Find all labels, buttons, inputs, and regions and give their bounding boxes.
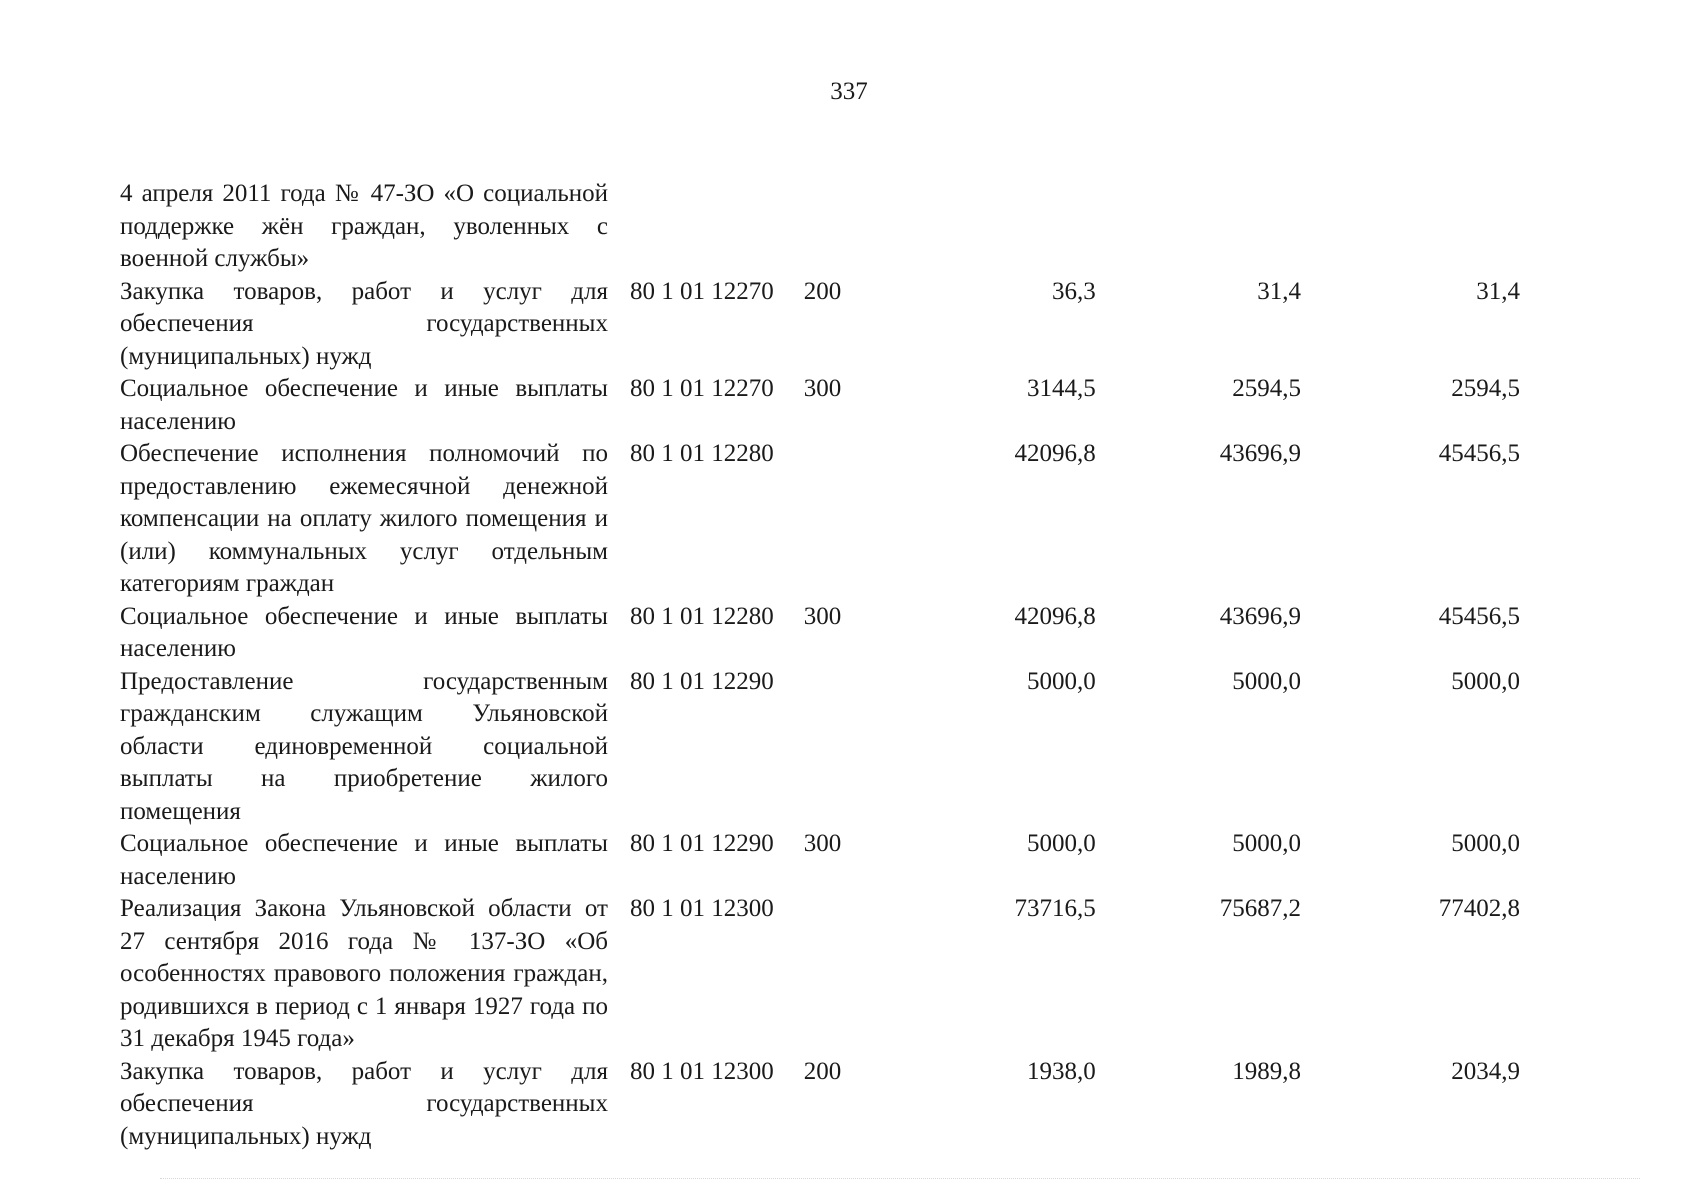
row-description: Социальное обеспечение и иные выплаты населению bbox=[120, 830, 608, 890]
row-value-3: 2034,9 bbox=[1451, 1057, 1520, 1085]
row-value-2: 43696,9 bbox=[1219, 602, 1301, 630]
row-code: 80 1 01 12280 bbox=[629, 440, 774, 467]
table-row bbox=[120, 666, 1520, 829]
table-row bbox=[120, 438, 1520, 601]
row-description: Социальное обеспечение и иные выплаты населению bbox=[120, 375, 608, 435]
row-value-3: 5000,0 bbox=[1451, 667, 1520, 695]
row-value-2: 2594,5 bbox=[1232, 375, 1301, 402]
row-type: 300 bbox=[803, 375, 842, 402]
table-row bbox=[120, 178, 1520, 276]
row-description: Реализация Закона Ульяновской области от 27 сентября 2016 года № 137-ЗО «Об особенностях правового положения граждан, родившихся в период с 1 января 1927 года по 31 декабря 1945 года» bbox=[120, 895, 608, 1052]
row-value-1: 42096,8 bbox=[1014, 440, 1096, 467]
table-row bbox=[120, 276, 1520, 374]
row-code: 80 1 01 12270 bbox=[629, 375, 774, 402]
row-value-2: 1989,8 bbox=[1232, 1057, 1301, 1085]
row-value-1: 42096,8 bbox=[1014, 602, 1096, 630]
row-value-1: 36,3 bbox=[1052, 277, 1096, 305]
row-type: 200 bbox=[803, 1057, 842, 1085]
row-code: 80 1 01 12300 bbox=[629, 895, 774, 922]
row-value-3: 5000,0 bbox=[1451, 830, 1520, 857]
row-value-2: 75687,2 bbox=[1219, 895, 1301, 922]
row-value-1: 5000,0 bbox=[1027, 830, 1096, 857]
row-description: Социальное обеспечение и иные выплаты населению bbox=[120, 602, 608, 662]
row-description: Предоставление государственным гражданским служащим Ульяновской области единовременной социальной выплаты на приобретение жилого помещения bbox=[120, 667, 608, 825]
row-value-2: 43696,9 bbox=[1219, 440, 1301, 467]
row-value-1: 5000,0 bbox=[1027, 667, 1096, 695]
row-value-1: 1938,0 bbox=[1027, 1057, 1096, 1085]
row-description: 4 апреля 2011 года № 47-ЗО «О социальной поддержке жён граждан, уволенных с военной службы» bbox=[120, 180, 608, 272]
row-value-3: 45456,5 bbox=[1438, 440, 1520, 467]
table-row bbox=[120, 828, 1520, 893]
row-type: 300 bbox=[803, 602, 842, 630]
row-value-3: 77402,8 bbox=[1438, 895, 1520, 922]
row-value-1: 3144,5 bbox=[1027, 375, 1096, 402]
table-row bbox=[120, 1056, 1520, 1154]
table-row bbox=[120, 373, 1520, 438]
row-type: 300 bbox=[803, 830, 842, 857]
row-type: 200 bbox=[803, 277, 842, 305]
page-number: 337 bbox=[830, 78, 868, 105]
row-code: 80 1 01 12290 bbox=[629, 830, 774, 857]
row-description: Закупка товаров, работ и услуг для обеспечения государственных (муниципальных) нужд bbox=[120, 1057, 608, 1150]
row-value-2: 31,4 bbox=[1257, 277, 1301, 305]
row-value-2: 5000,0 bbox=[1232, 830, 1301, 857]
row-value-3: 2594,5 bbox=[1451, 375, 1520, 402]
row-value-3: 31,4 bbox=[1476, 277, 1520, 305]
table-row bbox=[120, 601, 1520, 666]
row-value-2: 5000,0 bbox=[1232, 667, 1301, 695]
row-code: 80 1 01 12300 bbox=[629, 1057, 774, 1085]
table-row bbox=[120, 893, 1520, 1056]
row-code: 80 1 01 12270 bbox=[629, 277, 774, 305]
row-value-3: 45456,5 bbox=[1438, 602, 1520, 630]
row-code: 80 1 01 12280 bbox=[629, 602, 774, 630]
budget-table bbox=[120, 178, 1520, 1153]
row-value-1: 73716,5 bbox=[1014, 895, 1096, 922]
row-description: Закупка товаров, работ и услуг для обеспечения государственных (муниципальных) нужд bbox=[120, 277, 608, 370]
row-description: Обеспечение исполнения полномочий по предоставлению ежемесячной денежной компенсации на оплату жилого помещения и (или) коммунальных услуг отдельным категориям граждан bbox=[120, 440, 608, 597]
row-code: 80 1 01 12290 bbox=[629, 667, 774, 695]
scan-artifact-line bbox=[160, 1178, 1640, 1180]
